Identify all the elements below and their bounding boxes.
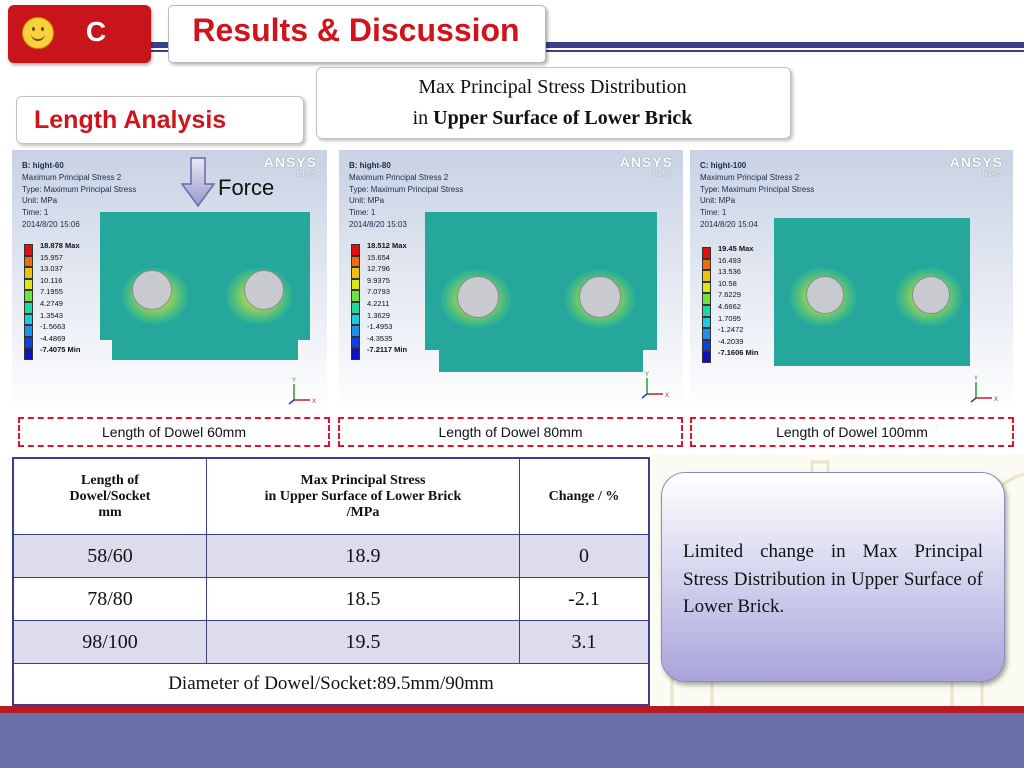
legend-swatch <box>24 290 33 302</box>
heading-line2 <box>316 107 789 130</box>
svg-text:Y: Y <box>645 372 650 378</box>
meta-line: Maximum Principal Stress 2 <box>22 172 122 182</box>
meta-line: Type: Maximum Principal Stress <box>22 184 137 194</box>
header-text: Change / % <box>548 488 620 504</box>
color-legend <box>351 244 360 360</box>
meta-line: Time: 1 <box>349 208 376 218</box>
legend-swatch <box>702 351 711 363</box>
dowel-hole <box>806 276 844 314</box>
legend-values <box>40 240 80 356</box>
heading-line2-bold: Upper Surface of Lower Brick <box>433 107 693 129</box>
page-title: Results & Discussion <box>192 12 520 48</box>
legend-swatch <box>351 279 360 291</box>
legend-value: -1.2472 <box>718 325 744 335</box>
legend-value: 15.654 <box>367 252 390 262</box>
svg-text:Y: Y <box>974 376 979 382</box>
legend-value: 7.0793 <box>367 287 390 297</box>
meta-line: 2014/8/20 15:04 <box>700 219 758 229</box>
legend-swatch <box>351 314 360 326</box>
table-header-row <box>13 458 649 535</box>
legend-value: -7.1606 Min <box>718 348 759 358</box>
legend-value: 16.493 <box>718 255 741 265</box>
axis-triad-icon <box>968 374 998 404</box>
svg-text:X: X <box>665 393 669 399</box>
legend-value: -7.2117 Min <box>367 345 408 355</box>
legend-swatch <box>351 348 360 360</box>
heading-line1: Max Principal Stress Distribution <box>418 76 687 98</box>
dowel-hole <box>912 276 950 314</box>
cell: 58/60 <box>13 535 207 578</box>
legend-value: 1.7095 <box>718 313 741 323</box>
color-legend <box>702 247 711 363</box>
meta-line: Unit: MPa <box>700 196 736 206</box>
legend-value: 10.116 <box>40 275 63 285</box>
caption-80mm: Length of Dowel 80mm <box>338 417 683 447</box>
legend-swatch <box>351 290 360 302</box>
legend-swatch <box>702 270 711 282</box>
color-legend <box>24 244 33 360</box>
ansys-version: R14.5 <box>652 171 671 178</box>
meta-line: B: hight-80 <box>349 161 391 170</box>
meta-line: 2014/8/20 15:06 <box>22 219 80 229</box>
legend-swatch <box>351 302 360 314</box>
legend-value: 4.2211 <box>367 298 390 308</box>
legend-value: 4.6662 <box>718 301 741 311</box>
cell: -2.1 <box>520 578 650 621</box>
legend-swatch <box>351 267 360 279</box>
legend-value: 7.6229 <box>718 290 741 300</box>
force-arrow-icon <box>180 156 216 208</box>
legend-swatch <box>24 337 33 349</box>
meta-line: Maximum Principal Stress 2 <box>700 172 800 182</box>
header-text: Length of <box>81 472 139 488</box>
heading-line2-prefix: in <box>412 107 429 129</box>
legend-swatch <box>702 247 711 259</box>
ansys-logo: ANSYS <box>949 154 1003 170</box>
cell: 98/100 <box>13 621 207 664</box>
legend-value: -1.5663 <box>40 322 66 332</box>
cell: 78/80 <box>13 578 207 621</box>
ansys-version: R14.5 <box>296 171 315 178</box>
legend-swatch <box>702 259 711 271</box>
svg-text:Y: Y <box>292 378 297 384</box>
meta-line: C: hight-100 <box>700 161 747 170</box>
legend-value: 18.878 Max <box>40 241 80 250</box>
meta-line: Maximum Principal Stress 2 <box>349 172 449 182</box>
caption-100mm: Length of Dowel 100mm <box>690 417 1014 447</box>
header-change <box>520 458 650 535</box>
dowel-hole <box>579 276 621 318</box>
legend-value: 13.536 <box>718 267 741 277</box>
header-text: Max Principal Stress <box>300 472 426 488</box>
table-row <box>13 535 649 578</box>
dowel-hole <box>132 270 172 310</box>
footer-bar <box>0 713 1024 768</box>
legend-value: -4.3535 <box>367 333 393 343</box>
svg-text:X: X <box>312 399 316 405</box>
cell: 18.5 <box>207 578 520 621</box>
legend-values <box>367 240 407 356</box>
legend-value: 15.957 <box>40 252 63 262</box>
table-row <box>13 578 649 621</box>
legend-swatch <box>351 256 360 268</box>
header-text: mm <box>98 504 122 520</box>
footer-stripe <box>0 706 1024 713</box>
legend-swatch <box>24 348 33 360</box>
force-label: Force <box>218 175 275 200</box>
legend-swatch <box>702 282 711 294</box>
ansys-panel-3 <box>690 150 1013 412</box>
axis-triad-icon <box>639 370 669 400</box>
brick-model-lower <box>439 348 643 372</box>
axis-triad-icon <box>286 376 316 406</box>
legend-value: 1.3629 <box>367 310 390 320</box>
meta-line: Unit: MPa <box>349 196 385 206</box>
dowel-hole <box>457 276 499 318</box>
legend-swatch <box>24 279 33 291</box>
legend-value: -7.4075 Min <box>40 345 81 355</box>
legend-swatch <box>702 340 711 352</box>
header-text: Dowel/Socket <box>69 488 151 504</box>
ansys-version: R14.5 <box>982 171 1001 178</box>
ansys-logo: ANSYS <box>619 154 673 170</box>
legend-value: -1.4953 <box>367 322 393 332</box>
legend-swatch <box>24 267 33 279</box>
caption-60mm: Length of Dowel 60mm <box>18 417 330 447</box>
legend-value: 18.512 Max <box>367 241 407 250</box>
results-table <box>12 457 650 706</box>
legend-swatch <box>24 325 33 337</box>
cell: 19.5 <box>207 621 520 664</box>
legend-swatch <box>702 328 711 340</box>
header-stress <box>207 458 520 535</box>
cell: 18.9 <box>207 535 520 578</box>
svg-text:X: X <box>994 397 998 403</box>
meta-line: Time: 1 <box>22 208 49 218</box>
smiley-icon <box>22 17 54 49</box>
header-text: in Upper Surface of Lower Brick <box>264 488 462 504</box>
legend-swatch <box>702 293 711 305</box>
legend-swatch <box>702 305 711 317</box>
legend-swatch <box>24 314 33 326</box>
subtitle: Length Analysis <box>34 106 227 134</box>
legend-swatch <box>24 244 33 256</box>
meta-line: Type: Maximum Principal Stress <box>700 184 815 194</box>
dowel-hole <box>244 270 284 310</box>
legend-value: -4.2039 <box>718 336 744 346</box>
legend-value: 12.796 <box>367 264 390 274</box>
legend-value: 19.45 Max <box>718 244 754 253</box>
legend-swatch <box>24 256 33 268</box>
ansys-panel-1 <box>12 150 327 412</box>
meta-line: Unit: MPa <box>22 196 58 206</box>
legend-values <box>718 243 758 359</box>
ansys-logo: ANSYS <box>263 154 317 170</box>
legend-value: 9.9375 <box>367 275 390 285</box>
table-row <box>13 621 649 664</box>
header-text: /MPa <box>346 504 380 520</box>
cell: 3.1 <box>520 621 650 664</box>
meta-line: Time: 1 <box>700 208 727 218</box>
legend-value: 10.58 <box>718 278 737 288</box>
legend-value: 7.1955 <box>40 287 63 297</box>
meta-line: Type: Maximum Principal Stress <box>349 184 464 194</box>
brick-model-lower <box>112 338 298 360</box>
legend-swatch <box>351 244 360 256</box>
meta-line: 2014/8/20 15:03 <box>349 219 407 229</box>
table-footer: Diameter of Dowel/Socket:89.5mm/90mm <box>13 664 649 706</box>
legend-value: -4.4869 <box>40 333 66 343</box>
legend-swatch <box>24 302 33 314</box>
cell: 0 <box>520 535 650 578</box>
conclusion-text: Limited change in Max Principal Stress Distribution in Upper Surface of Lower Brick. <box>683 541 983 617</box>
legend-swatch <box>351 337 360 349</box>
legend-swatch <box>702 317 711 329</box>
section-letter: C <box>85 16 107 47</box>
table-footer-row <box>13 664 649 706</box>
meta-line: B: hight-60 <box>22 161 64 170</box>
legend-value: 1.3543 <box>40 310 63 320</box>
legend-value: 13.037 <box>40 264 63 274</box>
legend-value: 4.2749 <box>40 298 63 308</box>
legend-swatch <box>351 325 360 337</box>
header-length <box>13 458 207 535</box>
ansys-panel-2 <box>339 150 683 412</box>
